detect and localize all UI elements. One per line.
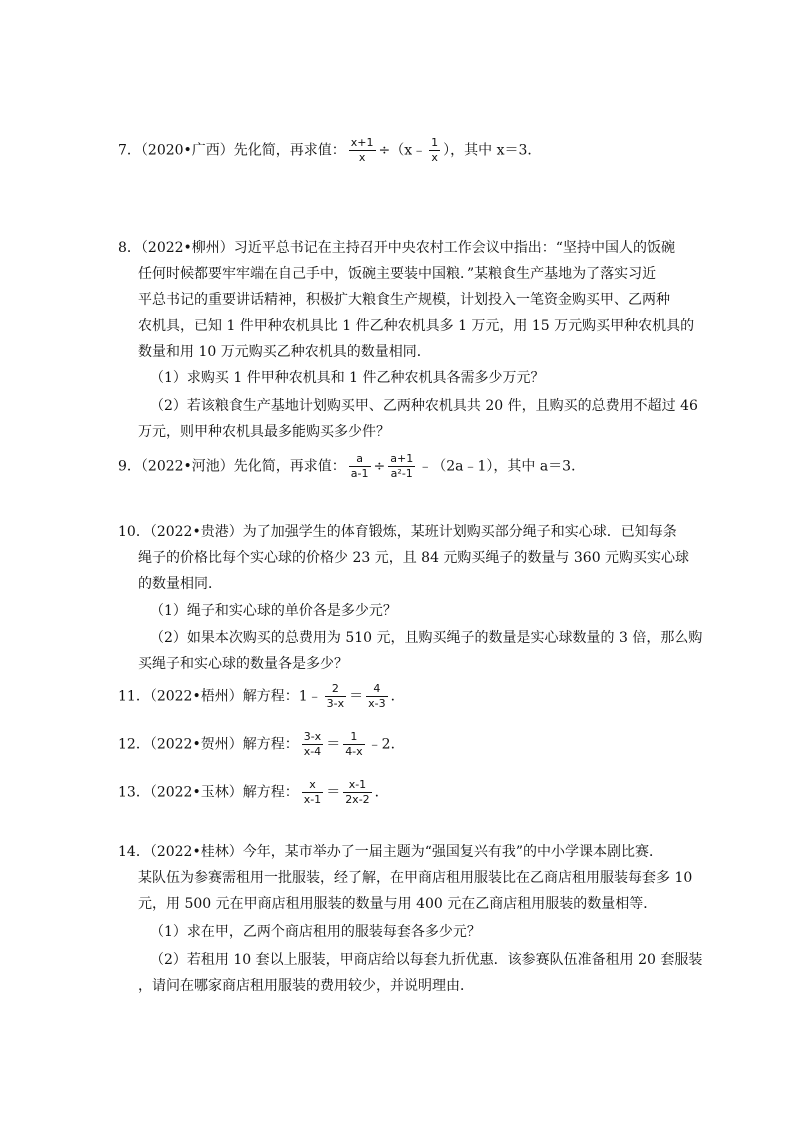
q8-line-2: 任何时候都要牢牢端在自己手中，饭碗主要装中国粮．”某粮食生产基地为了落实习近 — [138, 266, 657, 282]
q14-sub-2-line-2: ，请问在哪家商店租用服装的费用较少，并说明理由． — [138, 978, 474, 994]
q13-prefix: 13．（2022•玉林）解方程： — [118, 784, 299, 801]
q9-prefix: 9．（2022•河池）先化简，再求值： — [118, 458, 346, 475]
q12-suffix: ﹣2． — [367, 736, 405, 753]
q9-fraction-1: $\frac{a}{a-1}$ — [350, 452, 369, 480]
q10-sub-2-line-2: 买绳子和实心球的数量各是多少？ — [138, 656, 348, 672]
q7-prefix: 7．（2020•广西）先化简，再求值： — [118, 142, 346, 159]
q8-line-5: 数量和用 10 万元购买乙种农机具的数量相同． — [138, 344, 431, 360]
q14-sub-2-line-1: （2）若租用 10 套以上服装，甲商店给以每套九折优惠．该参赛队伍准备租用 20 套服装 — [150, 952, 703, 968]
q14-line-2: 某队伍为参赛需租用一批服装，经了解，在甲商店租用服装比在乙商店租用服装每套多 10 — [138, 870, 693, 886]
q14-line-1: 14．（2022•桂林）今年，某市举办了一届主题为“强国复兴有我”的中小学课本剧比赛． — [118, 844, 664, 860]
q10-sub-1: （1）绳子和实心球的单价各是多少元？ — [150, 603, 397, 619]
q10-sub-2-line-1: （2）如果本次购买的总费用为 510 元，且购买绳子的数量是实心球数量的 3 倍，那么购 — [150, 630, 703, 646]
q11-suffix: ． — [390, 688, 405, 705]
q12-mid: ＝ — [326, 736, 341, 753]
q13-fraction-1: $\frac{x}{x-1}$ — [303, 778, 322, 806]
q12-fraction-2: $\frac{1}{4-x}$ — [345, 730, 363, 758]
q13-suffix: ． — [374, 784, 389, 801]
q9-fraction-2: $\frac{a+1}{\text{a²-1}}$ — [390, 452, 414, 480]
q10-line-2: 绳子的价格比每个实心球的价格少 23 元，且 84 元购买绳子的数量与 360 元购买实心球 — [138, 550, 690, 566]
q11-fraction-1: $\frac{2}{3-x}$ — [326, 682, 345, 710]
q11-prefix: 11．（2022•梧州）解方程：1﹣ — [118, 688, 322, 705]
q9-suffix: ﹣（2a﹣1），其中 a＝3． — [418, 458, 586, 475]
q10-line-1: 10．（2022•贵港）为了加强学生的体育锻炼，某班计划购买部分绳子和实心球．已知每条 — [118, 524, 677, 540]
q11-mid: ＝ — [349, 688, 364, 705]
q7-mid: ÷（x﹣ — [378, 142, 427, 159]
q8-line-4: 农机具，已知 1 件甲种农机具比 1 件乙种农机具多 1 万元，用 15 万元购买甲种农机具的 — [138, 318, 695, 334]
q8-sub-2-line-2: 万元，则甲种农机具最多能购买多少件？ — [138, 424, 390, 440]
q8-line-1: 8．（2022•柳州）习近平总书记在主持召开中央农村工作会议中指出：“坚持中国人的饭碗 — [118, 240, 675, 256]
q7-fraction-2: $\frac{1}{x}$ — [431, 136, 439, 164]
question-13 — [118, 778, 389, 807]
question-7 — [118, 136, 541, 165]
q8-sub-1: （1）求购买 1 件甲种农机具和 1 件乙种农机具各需多少万元？ — [150, 370, 545, 386]
q14-line-3: 元，用 500 元在甲商店租用服装的数量与用 400 元在乙商店租用服装的数量相等． — [138, 896, 658, 912]
q14-sub-1: （1）求在甲，乙两个商店租用的服装每套各多少元？ — [150, 924, 481, 940]
q7-fraction-1: $\frac{x+1}{x}$ — [350, 136, 374, 164]
q10-line-3: 的数量相同． — [138, 576, 222, 592]
question-9 — [118, 452, 585, 481]
q12-fraction-1: $\frac{3-x}{x-4}$ — [303, 730, 322, 758]
question-11 — [118, 682, 405, 711]
q13-fraction-2: $\frac{x-1}{2x-2}$ — [345, 778, 370, 806]
question-12 — [118, 730, 405, 759]
q7-suffix: ），其中 x＝3． — [443, 142, 542, 159]
q13-mid: ＝ — [326, 784, 341, 801]
q12-prefix: 12．（2022•贺州）解方程： — [118, 736, 299, 753]
q11-fraction-2: $\frac{4}{x-3}$ — [368, 682, 386, 710]
q8-line-3: 平总书记的重要讲话精神，积极扩大粮食生产规模，计划投入一笔资金购买甲、乙两种 — [138, 292, 670, 308]
q8-sub-2-line-1: （2）若该粮食生产基地计划购买甲、乙两种农机具共 20 件，且购买的总费用不超过 46 — [150, 398, 698, 414]
q9-mid: ÷ — [373, 458, 386, 475]
